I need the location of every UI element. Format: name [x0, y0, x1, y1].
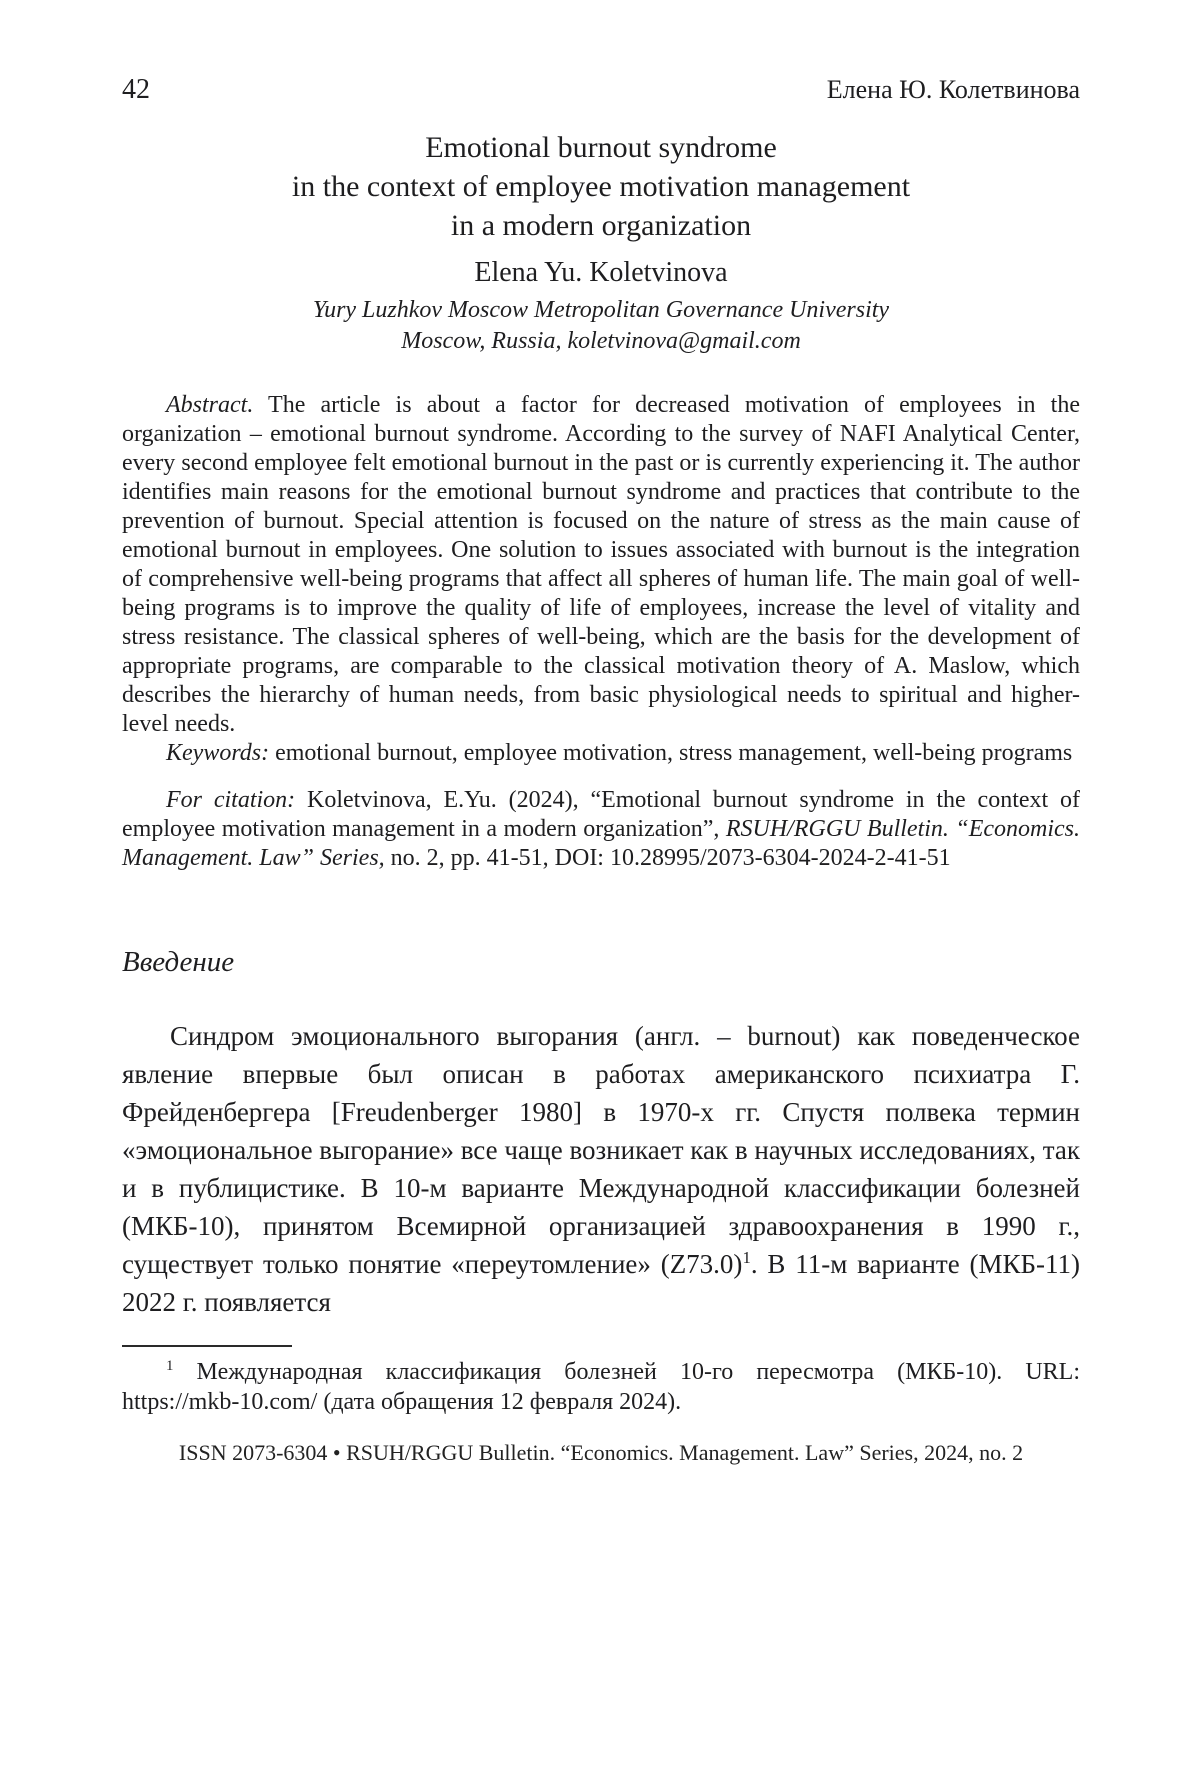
article-title-line-2: in the context of employee motivation management	[291, 170, 911, 203]
citation-paragraph	[122, 786, 1080, 873]
page-number: 42	[122, 74, 150, 105]
article-title-line-3: in a modern organization	[450, 209, 752, 242]
article-title-line-1: Emotional burnout syndrome	[425, 131, 777, 164]
affiliation-contact: Moscow, Russia, koletvinova@gmail.com	[401, 328, 801, 354]
citation-text: Koletvinova, E.Yu. (2024), “Emotional burnout syndrome in the context of employee motivation management in a modern organization”,	[122, 787, 1081, 842]
body-text-after-footnote: . В 11-м варианте (МКБ-11) 2022 г. появляется	[122, 1249, 1081, 1317]
citation-label: For citation:	[166, 787, 296, 813]
author-name: Elena Yu. Koletvinova	[474, 257, 728, 288]
running-head-author: Елена Ю. Колетвинова	[826, 75, 1080, 104]
journal-footer: ISSN 2073-6304 • RSUH/RGGU Bulletin. “Economics. Management. Law” Series, 2024, no. 2	[178, 1440, 1024, 1465]
keywords-paragraph	[122, 739, 1080, 768]
article-title	[122, 128, 1080, 245]
body-text-before-footnote: Синдром эмоционального выгорания (англ. – burnout) как поведенческое явление впервые был описан в работах американского психиатра Г. Фрейденбергера [Freudenberger 1980] в 1970-х гг. Спустя полвека термин «эмоциональное выгорание» все чаще возникает как в научных исследованиях, так и в публицистике. В 10-м варианте Международной классификации болезней (МКБ-10), принятом Всемирной организацией здравоохранения в 1990 г., существует только понятие «переутомление» (Z73.0)	[122, 1021, 1081, 1279]
keywords-label: Keywords:	[166, 740, 270, 766]
citation-source: RSUH/RGGU Bulletin. “Economics. Management. Law” Series,	[122, 816, 1081, 871]
section-heading-introduction: Введение	[122, 946, 235, 978]
abstract-paragraph	[122, 391, 1080, 739]
author-affiliation	[122, 295, 1080, 357]
citation-ref-details: no. 2, pp. 41-51, DOI: 10.28995/2073-6304-2024-2-41-51	[390, 845, 951, 871]
affiliation-university: Yury Luzhkov Moscow Metropolitan Governance University	[312, 297, 890, 323]
body-paragraph	[122, 1017, 1080, 1321]
footnote-marker: 1	[166, 1358, 174, 1374]
footnote-reference: 1	[742, 1248, 751, 1267]
abstract-label: Abstract.	[166, 392, 254, 418]
abstract-text: The article is about a factor for decreased motivation of employees in the organization – emotional burnout syndrome. According to the survey of NAFI Analytical Center, every second employee felt emotional burnout in the past or is currently experiencing it. The author identifies main reasons for the emotional burnout syndrome and practices that contribute to the prevention of burnout. Special attention is focused on the nature of stress as the main cause of emotional burnout in employees. One solution to issues associated with burnout is the integration of comprehensive well-being programs that affect all spheres of human life. The main goal of well-being programs is to improve the quality of life of employees, increase the level of vitality and stress resistance. The classical spheres of well-being, which are the basis for the development of appropriate programs, are comparable to the classical motivation theory of A. Maslow, which describes the hierarchy of human needs, from basic physiological needs to spiritual and higher-level needs.	[122, 392, 1080, 737]
footnote-paragraph	[122, 1357, 1080, 1417]
footnote-divider	[122, 1345, 292, 1347]
running-header	[122, 74, 1080, 106]
footnote-text: Международная классификация болезней 10-го пересмотра (МКБ-10). URL: https://mkb-10.com/ (дата обращения 12 февраля 2024).	[122, 1359, 1081, 1415]
keywords-text: emotional burnout, employee motivation, stress management, well-being programs	[275, 740, 1073, 766]
